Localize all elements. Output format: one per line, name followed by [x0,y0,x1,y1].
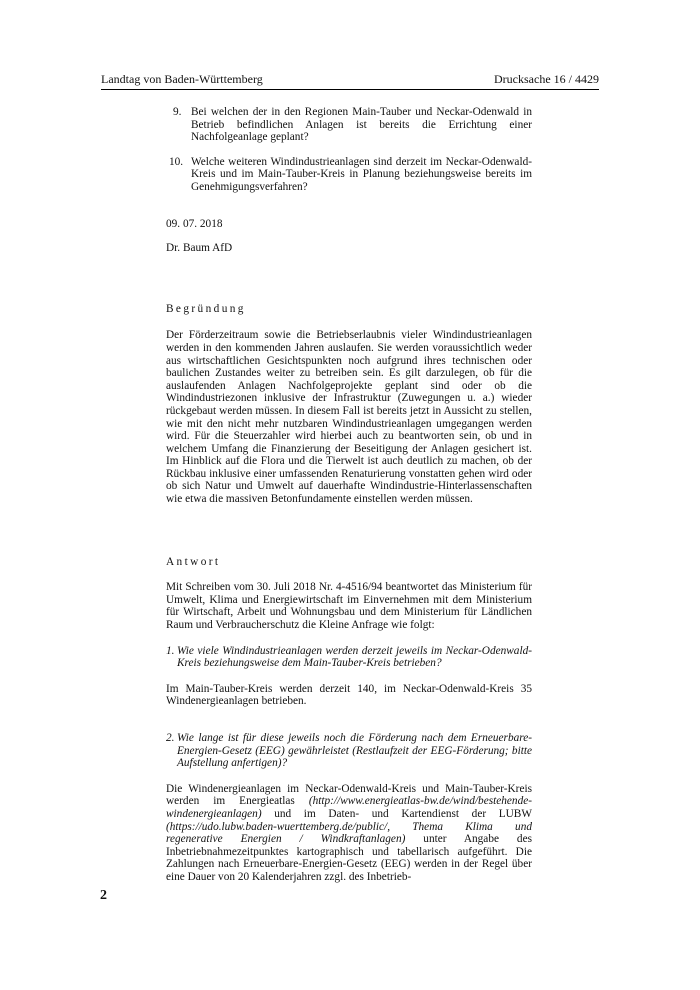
answer-2-text-part3: unter Angabe des Inbetriebnahmezeitpunktes kartographisch und tabellarisch aufgeführt. Die Zahlungen nach Erneuerbare-Energien-Gesetz (EEG) werden in der Regel über eine Dauer von 20 Kalenderjahren zzgl. des Inbetrieb- [166,833,532,883]
begruendung-text: Der Förderzeitraum sowie die Betriebserlaubnis vieler Windindustrieanlagen werden in den kommenden Jahren auslaufen. Sie werden voraussichtlich weder aus wirtschaftlichen Gesichtspunkten noch aufgrund ihres technischen oder baulichen Zustandes weiter zu betreiben sein. Es gilt darzulegen, ob für die auslaufenden Anlagen Nachfolgeprojekte geplant sind oder ob die Windindustriezonen inklusive der Infrastruktur (Zuwegungen u. a.) wieder rückgebaut werden müssen. In diesem Fall ist bereits jetzt in Aussicht zu stellen, wie mit den nicht mehr nutzbaren Windindustrieanlagen umgegangen werden wird. Für die Steuerzahler wird hierbei auch zu beantworten sein, ob und in welchem Umfang die Finanzierung der Beseitigung der Anlagen gesichert ist. Im Hinblick auf die Flora und die Tierwelt ist auch deutlich zu machen, ob der Rückbau inklusive einer umfassenden Renaturierung vonstatten gehen wird oder ob sich Natur und Umwelt auf dauerhafte Windindustrie-Hinterlassenschaften wie etwa die massiven Betonfundamente einstellen werden müssen. [166,329,532,506]
date: 09. 07. 2018 [166,217,223,230]
lubw-link: (https://udo.lubw.baden-wuerttemberg.de/public/, Thema Klima und regenerative Energien / Windkraftanlagen) [166,820,532,846]
answer-1: Im Main-Tauber-Kreis werden derzeit 140, im Neckar-Odenwald-Kreis 35 Windenergieanlagen betrieben. [166,682,532,708]
document-body [166,106,532,884]
header-title: Landtag von Baden-Württemberg [101,72,263,86]
question-number: 9. [173,106,182,118]
header-document-number: Drucksache 16 / 4429 [494,72,599,86]
question-9 [173,106,532,144]
section-heading-antwort: Antwort [166,555,221,568]
section-heading-begruendung: Begründung [166,302,246,315]
antwort-intro: Mit Schreiben vom 30. Juli 2018 Nr. 4-4516/94 beantwortet das Ministerium für Umwelt, Klima und Energiewirtschaft im Einvernehmen mit dem Ministerium für Wirtschaft, Arbeit und Wohnungsbau und dem Ministerium für Ländlichen Raum und Verbraucherschutz die Kleine Anfrage wie folgt: [166,581,532,632]
energieatlas-link: (http://www.energieatlas-bw.de/wind/bestehende-windenergieanlagen) [166,795,532,820]
answer-2-text-part1: Die Windenergieanlagen im Neckar-Odenwald-Kreis und Main-Tauber-Kreis werden im Energieatlas [166,782,532,808]
question-10 [169,155,532,194]
answer-question-1 [166,645,532,670]
question-text: Bei welchen der in den Regionen Main-Tauber und Neckar-Odenwald in Betrieb befindlichen Anlagen ist bereits die Errichtung einer Nachfolgeanlage geplant? [191,106,532,144]
question-text: Wie viele Windindustrieanlagen werden derzeit jeweils im Neckar-Odenwald-Kreis beziehungsweise dem Main-Tauber-Kreis betrieben? [177,644,532,670]
question-number: 10. [169,155,184,168]
question-number: 2. [166,732,175,744]
header-divider [101,89,599,90]
answer-2-text-part2: und im Daten- und Kartendienst der LUBW [261,807,532,820]
page-number: 2 [100,888,107,903]
answer-question-2 [166,732,532,770]
question-text: Welche weiteren Windindustrieanlagen sind derzeit im Neckar-Odenwald-Kreis und im Main-Tauber-Kreis in Planung beziehungsweise bereits im Genehmigungsverfahren? [191,155,532,193]
answer-2 [166,783,532,884]
question-text: Wie lange ist für diese jeweils noch die Förderung nach dem Erneuerbare-Energien-Gesetz (EEG) gewährleistet (Restlaufzeit der EEG-Förderung; bitte Aufstellung anfertigen)? [177,732,532,770]
question-number: 1. [166,644,175,657]
page-header [101,72,599,88]
author: Dr. Baum AfD [166,242,233,255]
